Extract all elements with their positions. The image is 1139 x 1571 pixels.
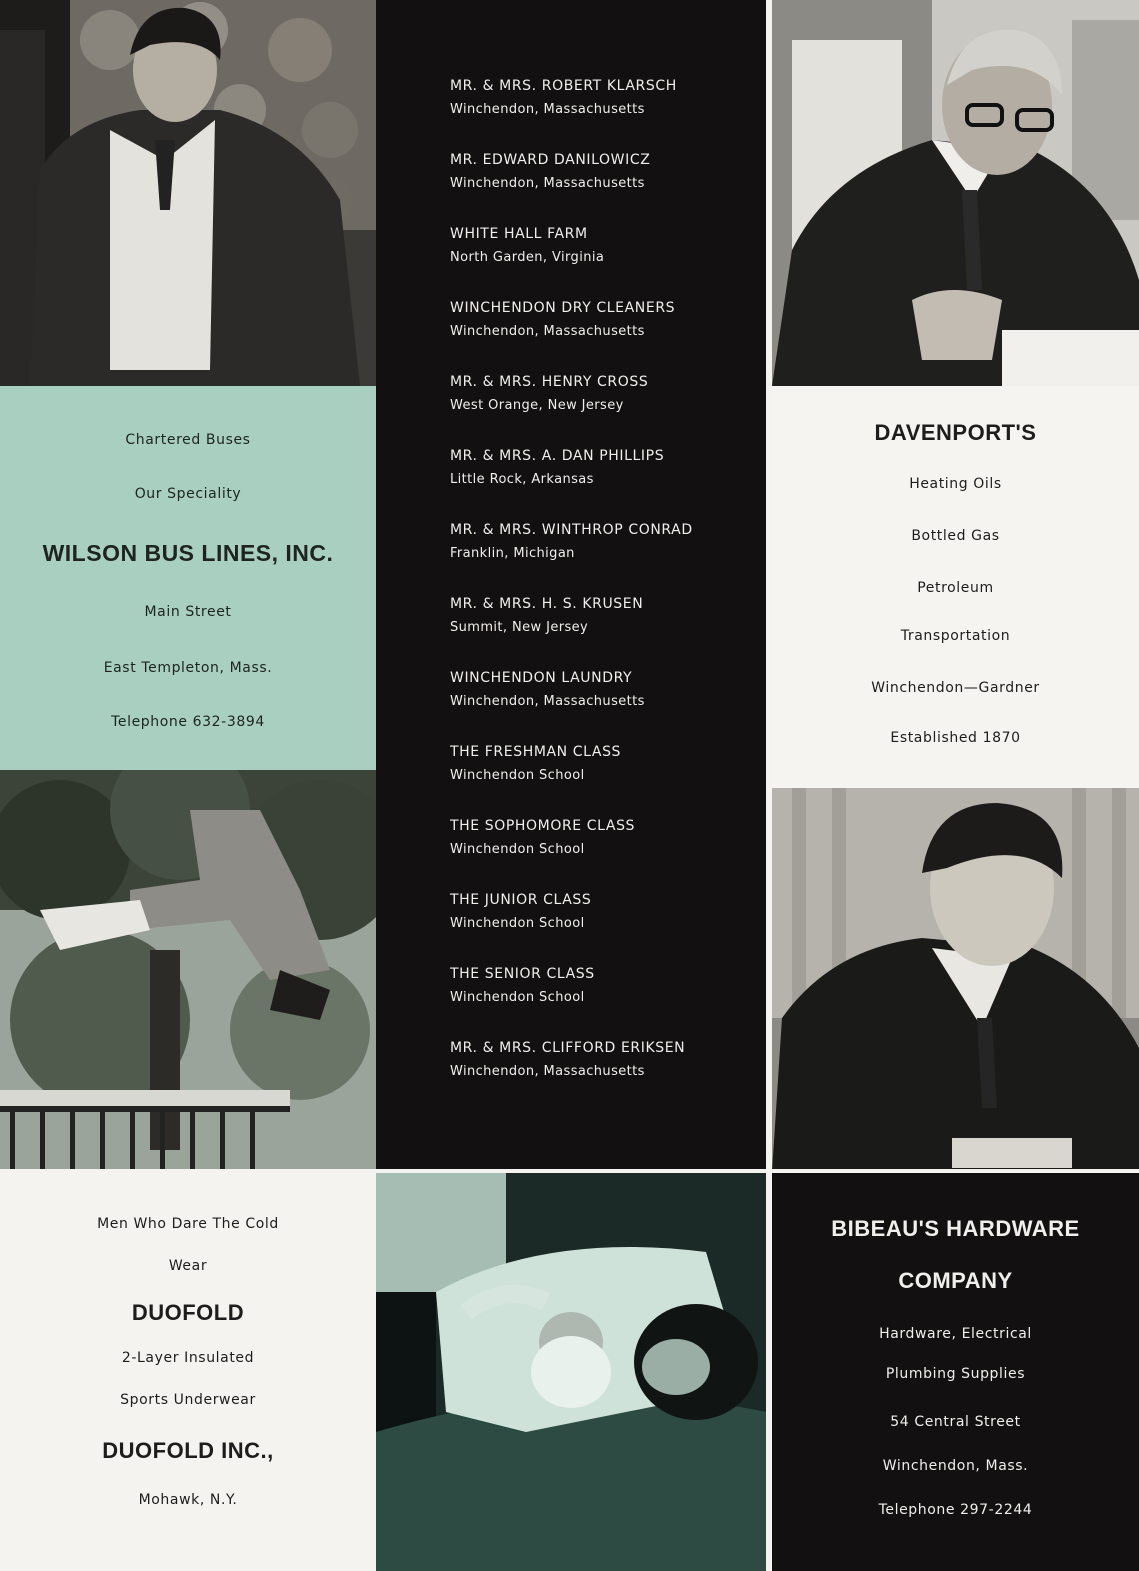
photo-student-with-cat: [376, 1172, 766, 1571]
wilson-company-name: WILSON BUS LINES, INC.: [42, 540, 334, 566]
wilson-town: East Templeton, Mass.: [103, 660, 273, 676]
patron-city: Winchendon, Massachusetts: [450, 1064, 645, 1079]
patron-entry: [450, 444, 766, 492]
patron-city: Winchendon School: [450, 990, 585, 1005]
davenport-item-petroleum: Petroleum: [917, 580, 994, 596]
patron-city: West Orange, New Jersey: [450, 398, 624, 413]
patron-entry: [450, 518, 766, 566]
patron-name: MR. & MRS. ROBERT KLARSCH: [450, 78, 677, 94]
wilson-line-chartered-buses: Chartered Buses: [125, 432, 251, 448]
davenport-item-bottled-gas: Bottled Gas: [911, 528, 1000, 544]
patron-entry: [450, 666, 766, 714]
bibeau-phone: Telephone 297-2244: [878, 1502, 1033, 1518]
photo-man-writing: [772, 0, 1139, 386]
patron-city: Winchendon School: [450, 916, 585, 931]
patron-entry: [450, 1036, 766, 1084]
bibeau-name-line2: COMPANY: [898, 1268, 1013, 1293]
davenport-item-heating-oils: Heating Oils: [909, 476, 1002, 492]
patron-city: Little Rock, Arkansas: [450, 472, 594, 487]
ad-wilson-bus-lines: [0, 386, 376, 770]
duofold-line-men-who-dare: Men Who Dare The Cold: [97, 1216, 279, 1232]
ad-bibeaus-hardware: [772, 1172, 1139, 1571]
patron-name: THE SOPHOMORE CLASS: [450, 818, 636, 834]
bibeau-street: 54 Central Street: [890, 1414, 1021, 1430]
patron-name: WHITE HALL FARM: [450, 226, 588, 242]
patron-name: THE FRESHMAN CLASS: [450, 744, 622, 760]
patrons-list: [376, 0, 766, 1172]
patron-entry: [450, 296, 766, 344]
patron-city: Winchendon, Massachusetts: [450, 176, 645, 191]
patron-city: Winchendon School: [450, 768, 585, 783]
wilson-line-speciality: Our Speciality: [134, 486, 242, 502]
duofold-brand: DUOFOLD: [131, 1300, 245, 1325]
patron-name: MR. EDWARD DANILOWICZ: [450, 152, 651, 168]
photo-student-speaking: [772, 788, 1139, 1172]
duofold-line-insulated: 2-Layer Insulated: [121, 1350, 255, 1366]
patron-entry: [450, 370, 766, 418]
patron-city: Winchendon, Massachusetts: [450, 324, 645, 339]
patron-city: Summit, New Jersey: [450, 620, 589, 635]
duofold-company: DUOFOLD INC.,: [102, 1438, 274, 1463]
patron-entry: [450, 888, 766, 936]
duofold-town: Mohawk, N.Y.: [138, 1492, 238, 1508]
wilson-street: Main Street: [144, 604, 232, 620]
patron-entry: [450, 814, 766, 862]
ad-davenports: [772, 386, 1139, 788]
bibeau-town: Winchendon, Mass.: [882, 1458, 1029, 1474]
duofold-line-underwear: Sports Underwear: [120, 1392, 256, 1408]
patron-name: THE JUNIOR CLASS: [450, 892, 592, 908]
patron-entry: [450, 74, 766, 122]
patron-name: MR. & MRS. WINTHROP CONRAD: [450, 522, 693, 538]
patron-entry: [450, 148, 766, 196]
bibeau-line-plumbing: Plumbing Supplies: [885, 1366, 1026, 1382]
patron-entry: [450, 592, 766, 640]
patron-name: THE SENIOR CLASS: [450, 966, 595, 982]
photo-student-jumping: [0, 770, 376, 1172]
column-divider: [766, 0, 772, 1172]
bibeau-line-hardware: Hardware, Electrical: [879, 1326, 1032, 1342]
davenport-item-towns: Winchendon—Gardner: [871, 680, 1040, 696]
row-divider: [0, 1169, 1139, 1173]
duofold-line-wear: Wear: [168, 1258, 208, 1274]
photo-student-by-fireplace: [0, 0, 376, 386]
patron-city: Winchendon, Massachusetts: [450, 102, 645, 117]
patron-name: WINCHENDON DRY CLEANERS: [450, 300, 676, 316]
patron-name: MR. & MRS. CLIFFORD ERIKSEN: [450, 1040, 686, 1056]
wilson-phone: Telephone 632-3894: [111, 714, 265, 730]
patron-name: MR. & MRS. H. S. KRUSEN: [450, 596, 644, 612]
patron-name: WINCHENDON LAUNDRY: [450, 670, 633, 686]
patron-entry: [450, 962, 766, 1010]
patron-city: Winchendon School: [450, 842, 585, 857]
patron-city: North Garden, Virginia: [450, 250, 605, 265]
patron-entry: [450, 740, 766, 788]
davenport-item-established: Established 1870: [890, 730, 1021, 746]
patron-city: Franklin, Michigan: [450, 546, 575, 561]
patron-name: MR. & MRS. A. DAN PHILLIPS: [450, 448, 665, 464]
davenport-company-name: DAVENPORT'S: [874, 420, 1037, 445]
patron-city: Winchendon, Massachusetts: [450, 694, 645, 709]
ad-duofold: [0, 1172, 376, 1571]
davenport-item-transportation: Transportation: [900, 628, 1011, 644]
patron-name: MR. & MRS. HENRY CROSS: [450, 374, 649, 390]
patron-entry: [450, 222, 766, 270]
bibeau-name-line1: BIBEAU'S HARDWARE: [831, 1216, 1080, 1241]
